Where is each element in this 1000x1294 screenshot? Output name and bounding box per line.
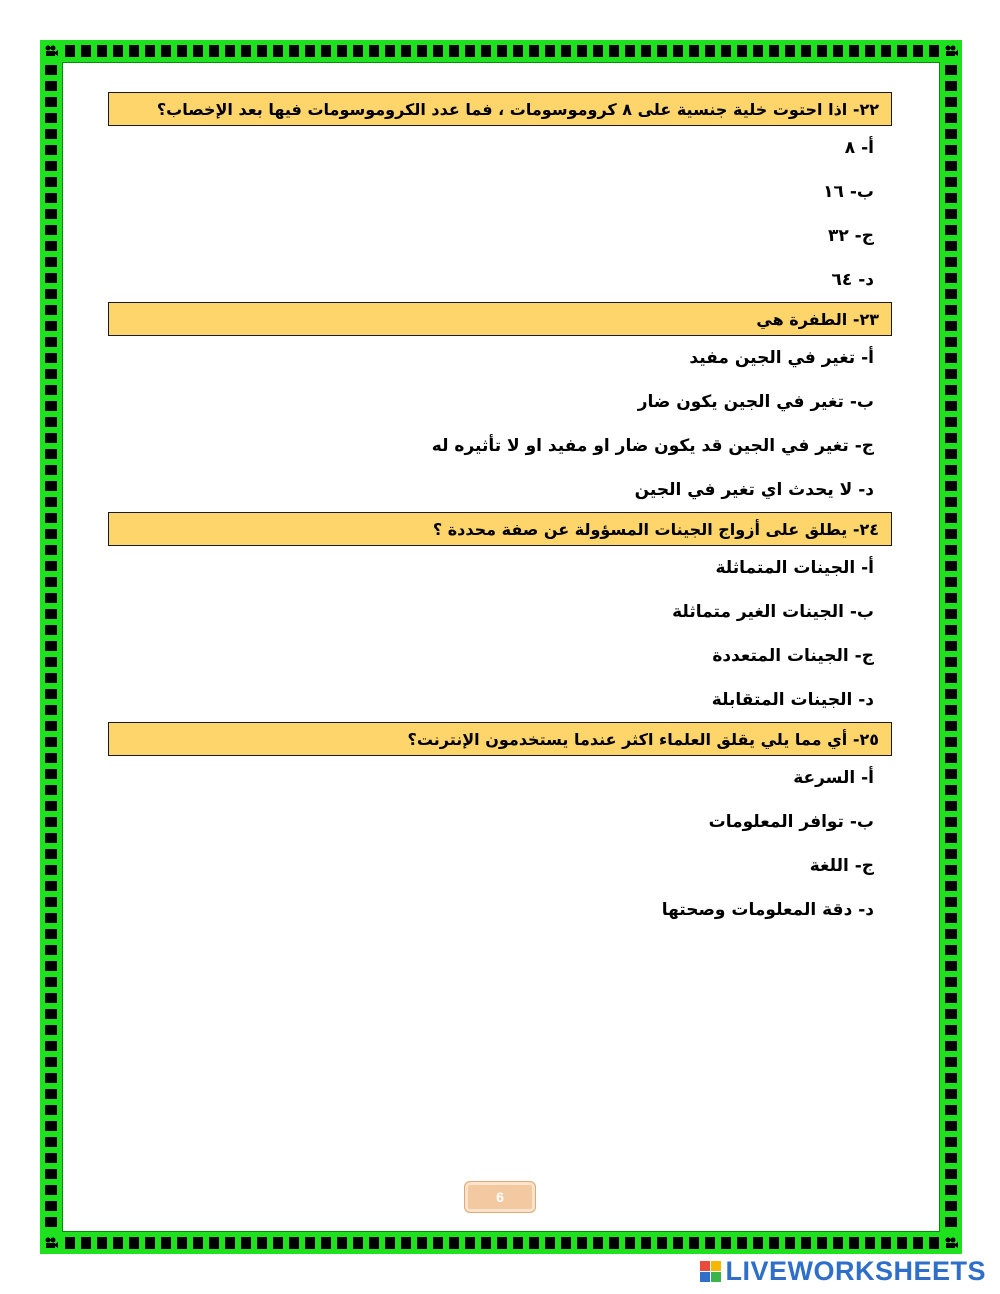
answer-option[interactable]: ج- تغير في الجين قد يكون ضار او مفيد او لا تأثيره له	[431, 436, 874, 456]
liveworksheets-logo	[700, 1255, 986, 1287]
answer-option[interactable]: د- الجينات المتقابلة	[711, 690, 874, 710]
answer-option[interactable]: ب- ١٦	[823, 182, 874, 202]
answer-option[interactable]: ب- توافر المعلومات	[708, 812, 874, 832]
options-list	[108, 126, 892, 302]
answer-option[interactable]: د- دقة المعلومات وصحتها	[661, 900, 874, 920]
border-top	[62, 40, 940, 62]
logo-text: LIVEWORKSHEETS	[725, 1255, 986, 1286]
logo-mark-icon	[700, 1261, 721, 1282]
worksheet-content	[108, 92, 892, 932]
question-block	[108, 302, 892, 512]
answer-option[interactable]: ب- الجينات الغير متماثلة	[672, 602, 874, 622]
answer-option[interactable]: ج- ٣٢	[828, 226, 874, 246]
options-list	[108, 546, 892, 722]
answer-option[interactable]: د- ٦٤	[831, 270, 874, 290]
border-left	[40, 62, 62, 1232]
border-right	[940, 62, 962, 1232]
answer-option[interactable]: ب- تغير في الجين يكون ضار	[637, 392, 874, 412]
question-block	[108, 722, 892, 932]
answer-option[interactable]: أ- تغير في الجين مفيد	[689, 348, 874, 368]
options-list	[108, 336, 892, 512]
page-number: 6	[464, 1181, 536, 1213]
question-header: ٢٣- الطفرة هي	[108, 302, 892, 336]
answer-option[interactable]: أ- ٨	[844, 138, 874, 158]
camera-icon	[940, 1232, 962, 1254]
camera-icon	[40, 1232, 62, 1254]
answer-option[interactable]: ج- اللغة	[809, 856, 874, 876]
options-list	[108, 756, 892, 932]
answer-option[interactable]: ج- الجينات المتعددة	[712, 646, 874, 666]
border-bottom	[62, 1232, 940, 1254]
answer-option[interactable]: د- لا يحدث اي تغير في الجين	[634, 480, 874, 500]
question-block	[108, 512, 892, 722]
question-header: ٢٢- اذا احتوت خلية جنسية على ٨ كروموسومات ، فما عدد الكروموسومات فيها بعد الإخصاب؟	[108, 92, 892, 126]
answer-option[interactable]: أ- الجينات المتماثلة	[715, 558, 874, 578]
question-header: ٢٥- أي مما يلي يقلق العلماء اكثر عندما يستخدمون الإنترنت؟	[108, 722, 892, 756]
question-header: ٢٤- يطلق على أزواج الجينات المسؤولة عن صفة محددة ؟	[108, 512, 892, 546]
answer-option[interactable]: أ- السرعة	[793, 768, 874, 788]
camera-icon	[40, 40, 62, 62]
camera-icon	[940, 40, 962, 62]
question-block	[108, 92, 892, 302]
